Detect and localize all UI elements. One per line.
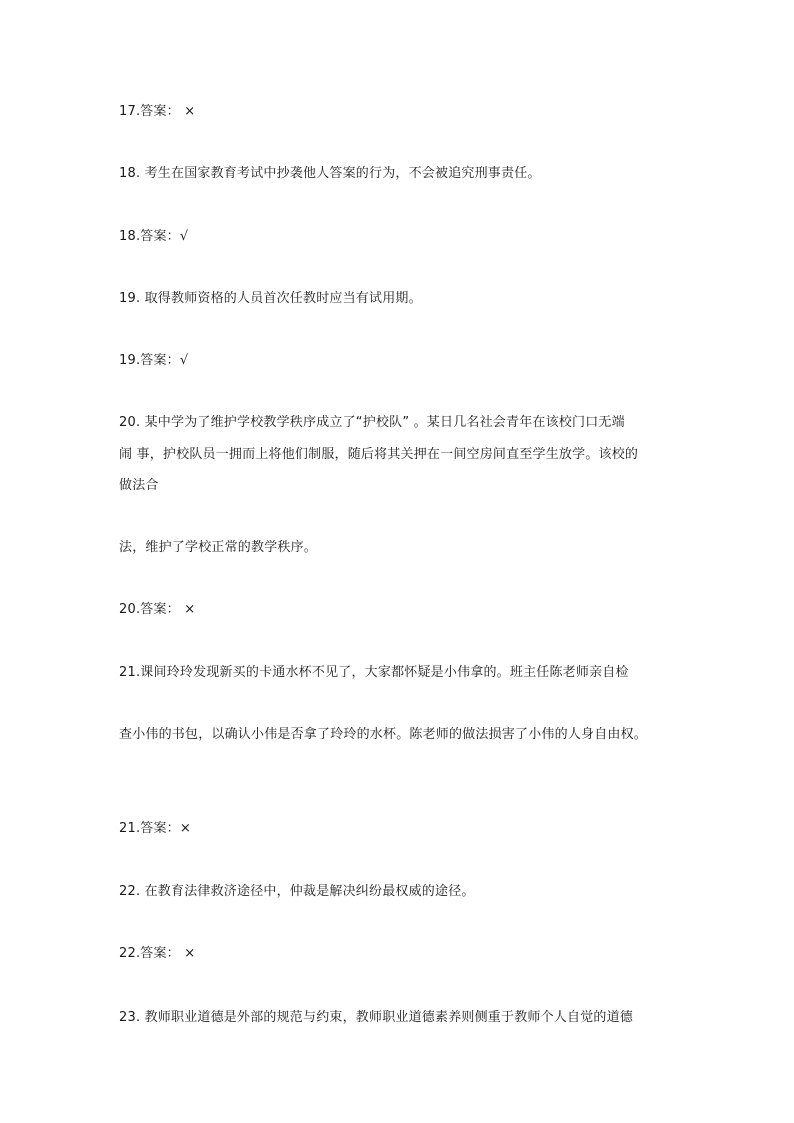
answer-21: 21.答案：× [119,821,191,836]
question-19: 19. 取得教师资格的人员首次任教时应当有试用期。 [119,291,422,306]
answer-18: 18.答案：√ [119,229,189,244]
answer-19: 19.答案：√ [119,353,189,368]
question-21-line-1: 21.课间玲玲发现新买的卡通水杯不见了，大家都怀疑是小伟拿的。班主任陈老师亲自检 [119,665,629,680]
answer-17: 17.答案： × [119,104,196,119]
question-21-line-2: 查小伟的书包，以确认小伟是否拿了玲玲的水杯。陈老师的做法损害了小伟的人身自由权。 [119,727,648,742]
question-20-line-2: 闹 事，护校队员一拥而上将他们制服，随后将其关押在一间空房间直至学生放学。该校的 [119,447,639,462]
answer-22: 22.答案： × [119,946,196,961]
question-20-line-3: 做法合 [119,478,159,493]
question-20-line-1: 20. 某中学为了维护学校教学秩序成立了“护校队” 。某日几名社会青年在该校门口无端 [119,415,625,430]
answer-20: 20.答案： × [119,602,196,617]
question-18: 18. 考生在国家教育考试中抄袭他人答案的行为，不会被追究刑事责任。 [119,166,541,181]
question-23-line-1: 23. 教师职业道德是外部的规范与约束，教师职业道德素养则侧重于教师个人自觉的道德 [119,1010,634,1025]
question-20-line-4: 法，维护了学校正常的教学秩序。 [119,540,318,555]
question-22: 22. 在教育法律救济途径中，仲裁是解决纠纷最权威的途径。 [119,884,475,899]
